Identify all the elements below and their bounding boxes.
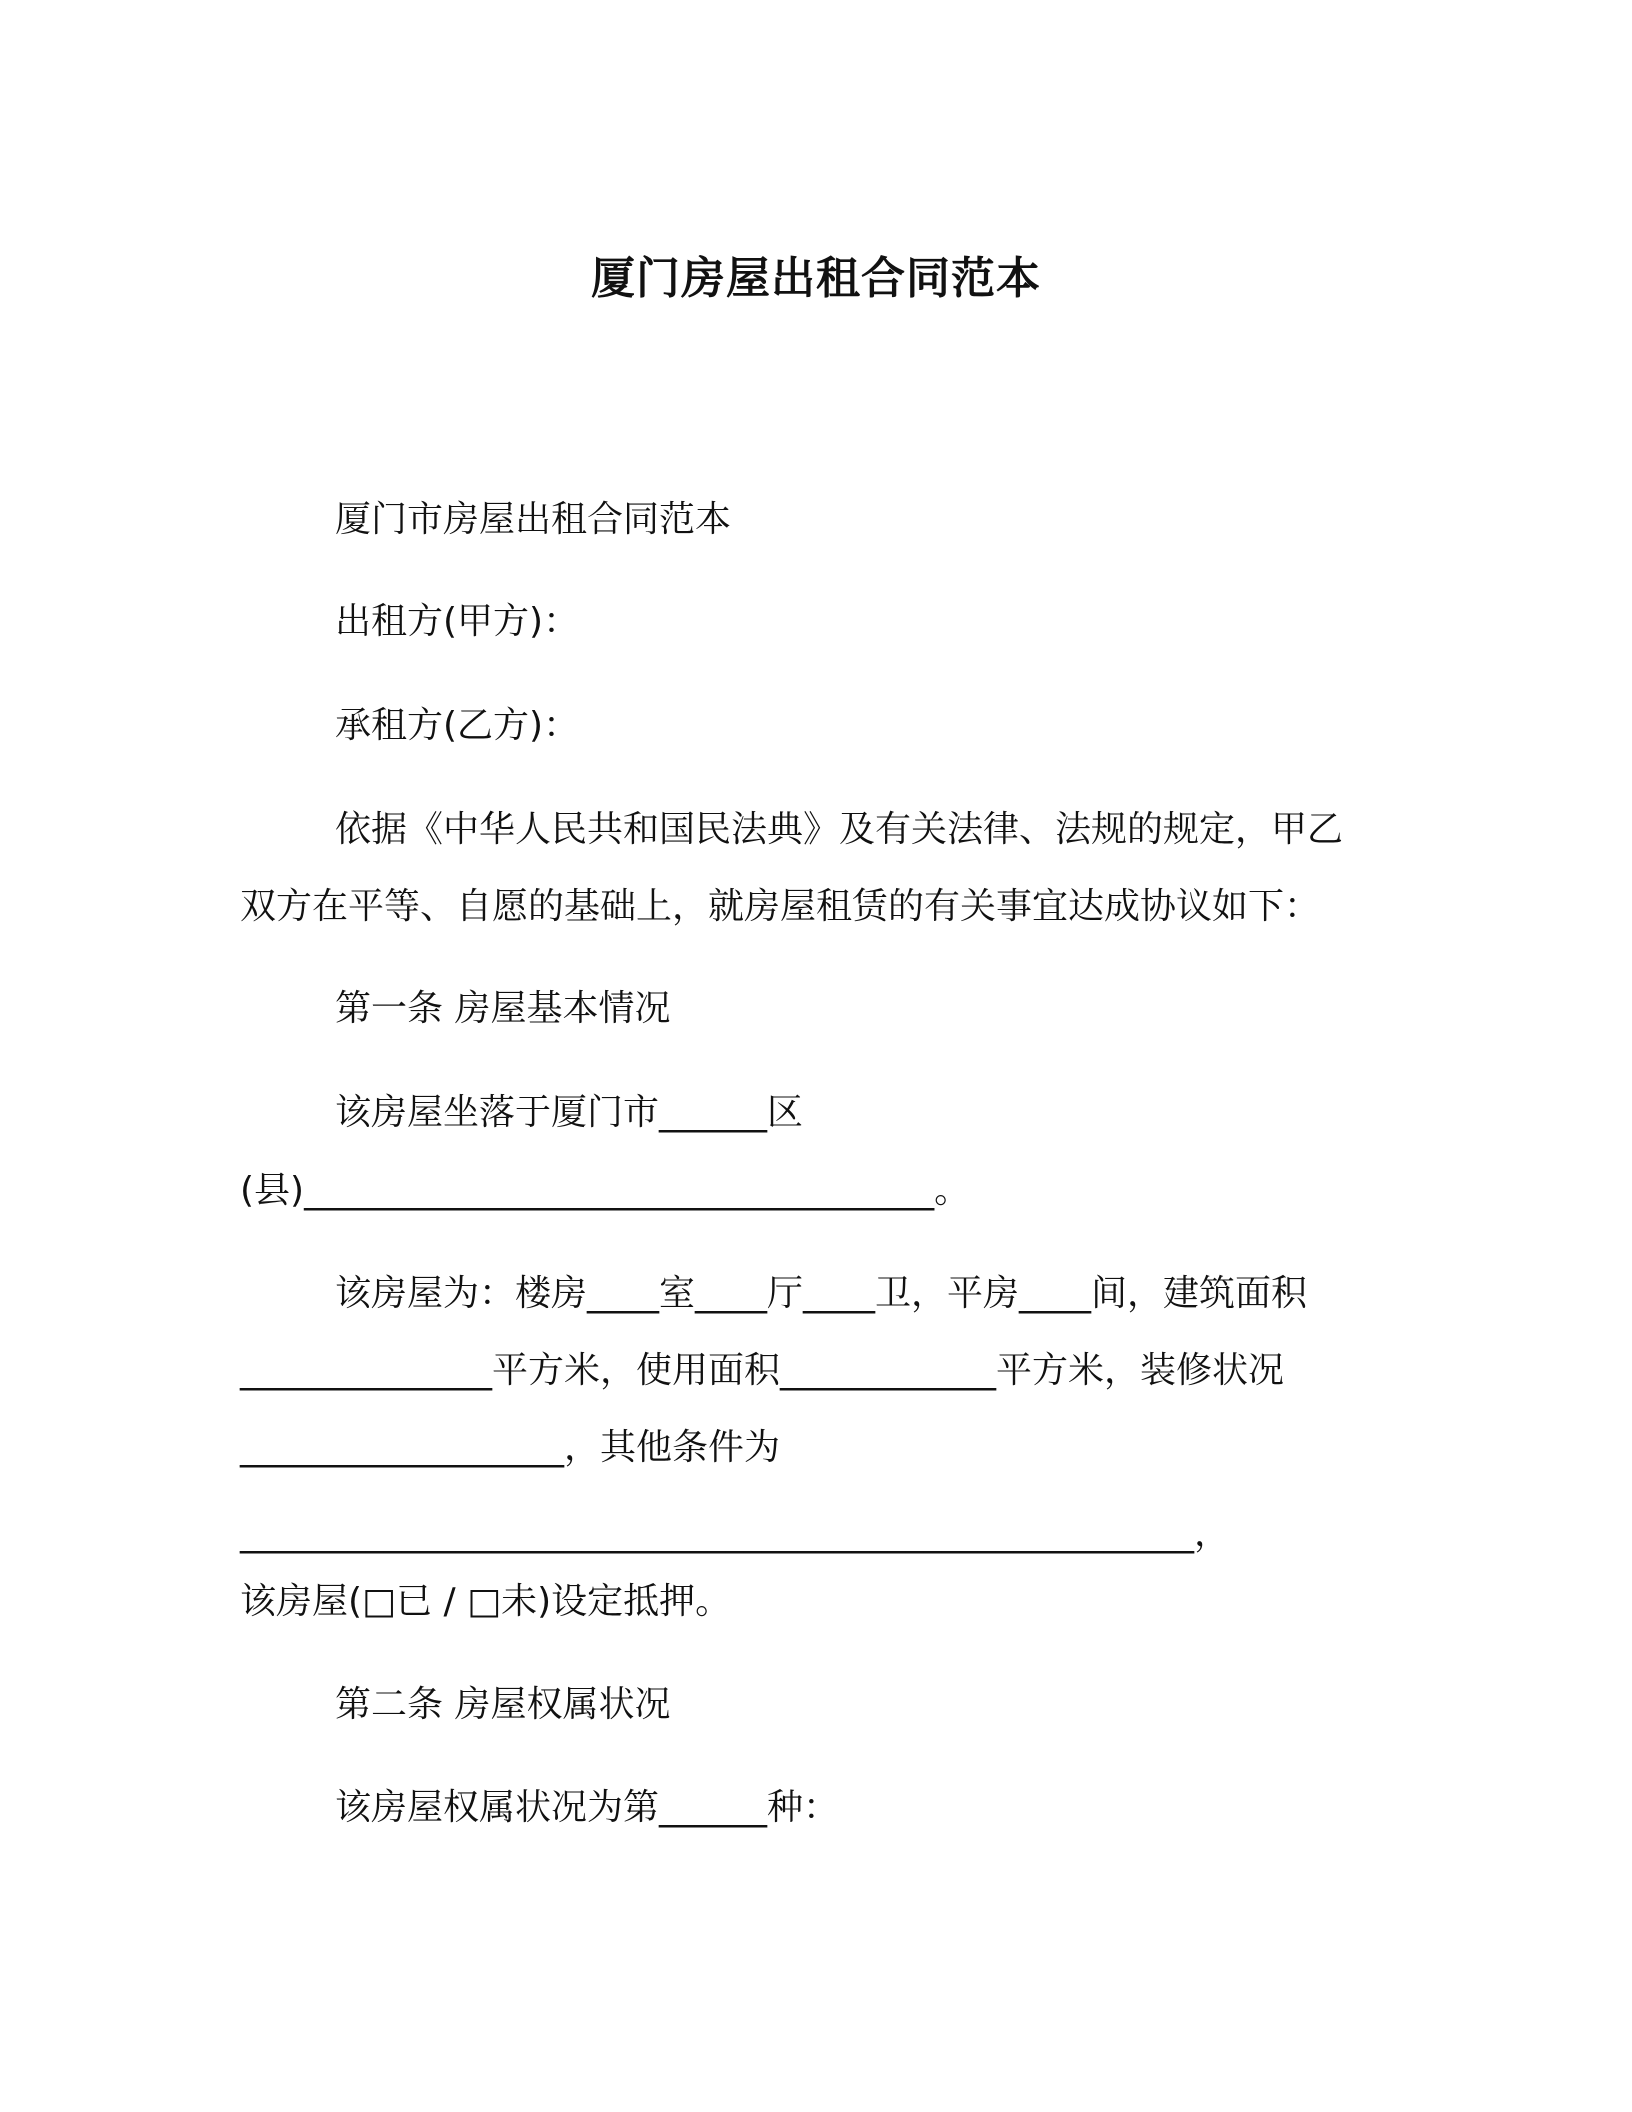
preamble-line-2: 双方在平等、自愿的基础上，就房屋租赁的有关事宜达成协议如下： [240,886,1321,927]
preamble-line-1: 依据《中华人民共和国民法典》及有关法律、法规的规定，甲乙 [335,809,1344,850]
document-title: 厦门房屋出租合同范本 [591,253,1041,305]
location-line-1: 该房屋坐落于厦门市______区 [335,1092,804,1133]
house-description-line-2: ______________平方米，使用面积____________平方米，装修状况 [240,1350,1285,1391]
location-line-2: (县)___________________________________。 [240,1170,971,1211]
lessee-line: 承租方(乙方)： [335,705,580,746]
mortgage-line: 该房屋(□已 / □未)设定抵押。 [240,1581,732,1622]
other-conditions-line: _____________________________________________________， [240,1513,1230,1554]
article-1-heading: 第一条 房屋基本情况 [335,988,671,1029]
house-description-line-3: __________________，其他条件为 [240,1427,781,1468]
subtitle-line: 厦门市房屋出租合同范本 [335,499,732,540]
lessor-line: 出租方(甲方)： [335,601,580,642]
house-description-line-1: 该房屋为：楼房____室____厅____卫，平房____间，建筑面积 [335,1273,1308,1314]
article-2-heading: 第二条 房屋权属状况 [335,1684,671,1725]
ownership-status-line: 该房屋权属状况为第______种： [335,1787,840,1828]
